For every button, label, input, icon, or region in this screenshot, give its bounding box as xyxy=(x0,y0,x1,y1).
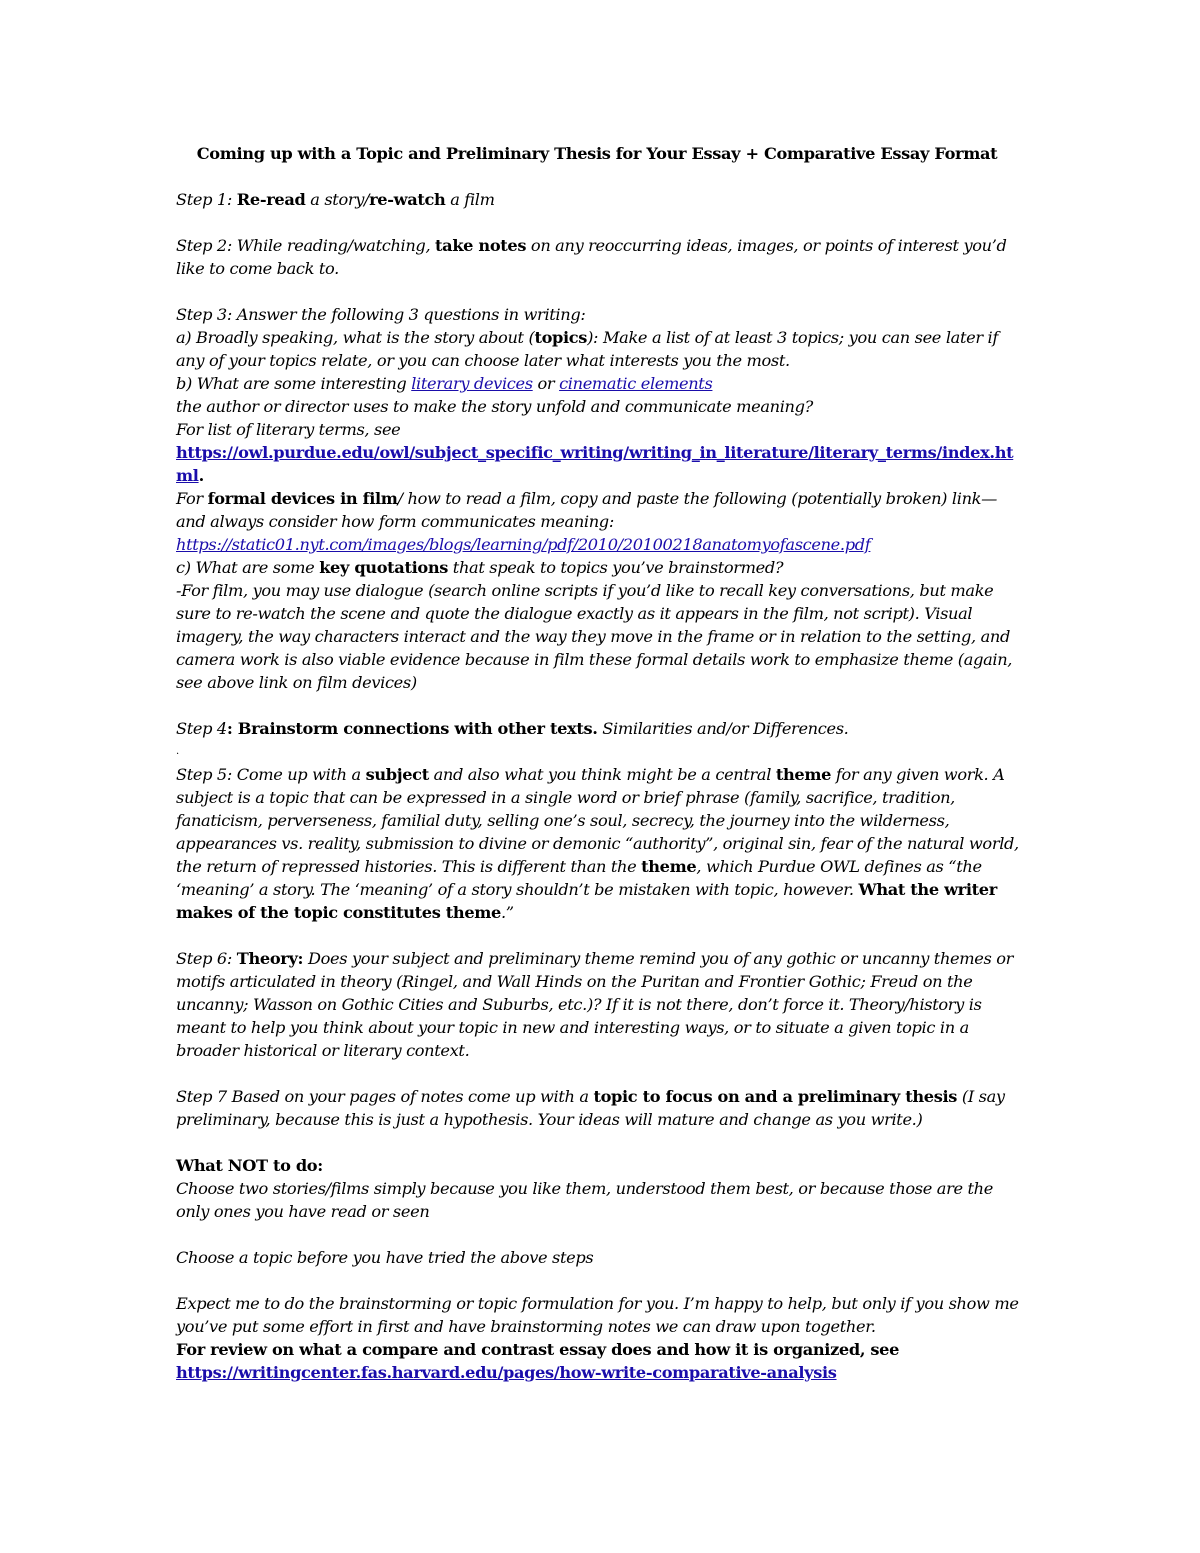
film-devices-line xyxy=(176,487,1026,533)
purdue-owl-link[interactable]: https://owl.purdue.edu/owl/subject_specific_writing/writing_in_literature/literary_terms/index.html xyxy=(176,443,1014,485)
step-1-prefix: Step 1: xyxy=(176,190,237,209)
step-5-bold-theme: theme xyxy=(775,765,832,784)
step-3-a-suffix: ): Make a list of at least 3 topics; you can see later if any of your topics relate, or you can choose later what interests you the most. xyxy=(176,328,998,370)
step-6-bold: Theory: xyxy=(236,949,304,968)
step-3-item-c xyxy=(176,556,1026,579)
step-3-c-bold: key quotations xyxy=(319,558,449,577)
harvard-writing-center-link[interactable]: https://writingcenter.fas.harvard.edu/pages/how-write-comparative-analysis xyxy=(176,1363,837,1382)
step-6-prefix: Step 6: xyxy=(176,949,237,968)
nyt-url-line xyxy=(176,533,1026,556)
step-1-suffix: a film xyxy=(445,190,495,209)
step-1-bold-reread: Re-read xyxy=(236,190,306,209)
step-2 xyxy=(176,234,1026,280)
step-4-prefix: Step 4 xyxy=(176,719,227,738)
step-1-mid: a story/ xyxy=(305,190,370,209)
step-3-c-suffix: that speak to topics you’ve brainstormed? xyxy=(448,558,784,577)
step-4-suffix: Similarities and/or Differences. xyxy=(597,719,849,738)
step-3-b-mid: or xyxy=(532,374,560,393)
cinematic-elements-link[interactable]: cinematic elements xyxy=(559,374,713,393)
step-3-b-line-3: For list of literary terms, see xyxy=(176,420,401,439)
step-3-b-prefix: b) What are some interesting xyxy=(176,374,412,393)
step-5-prefix: Step 5: Come up with a xyxy=(176,765,366,784)
step-3-a-prefix: a) Broadly speaking, what is the story about ( xyxy=(176,328,535,347)
purdue-url-line xyxy=(176,441,1026,487)
step-7-prefix: Step 7 Based on your pages of notes come up with a xyxy=(176,1087,594,1106)
film-prefix: For xyxy=(176,489,208,508)
step-3-item-a xyxy=(176,326,1026,372)
what-not-item-1: Choose two stories/films simply because you like them, understood them best, or because those are the only ones you have read or seen xyxy=(176,1179,993,1221)
step-6 xyxy=(176,947,1026,1062)
step-5 xyxy=(176,763,1026,924)
step-7-suffix: (I say preliminary, because this is just a hypothesis. Your ideas will mature and change as you write.) xyxy=(176,1087,1005,1129)
step-5-mid-3: , which Purdue OWL defines as “the ‘meaning’ a story. The ‘meaning’ of a story shouldn’t be mistaken with topic, however. xyxy=(176,857,982,899)
step-5-bold-subject: subject xyxy=(365,765,429,784)
step-3-item-b xyxy=(176,372,1026,395)
document-body xyxy=(176,142,1026,1384)
step-7-bold: topic to focus on and a preliminary thesis xyxy=(593,1087,958,1106)
nyt-anatomy-link[interactable]: https://static01.nyt.com/images/blogs/learning/pdf/2010/20100218anatomyofascene.pdf xyxy=(176,535,871,554)
step-6-suffix: Does your subject and preliminary theme remind you of any gothic or uncanny themes or motifs articulated in theory (Ringel, and Wall Hinds on the Puritan and Frontier Gothic; Freud on the uncanny; Wasson on Gothic Cities and Suburbs, etc.)? If it is not there, don’t force it. Theory/history is meant to help you think about your topic in new and interesting ways, or to situate a given topic in a broader historical or literary context. xyxy=(176,949,1014,1060)
step-2-bold: take notes xyxy=(435,236,527,255)
what-not-item-2: Choose a topic before you have tried the above steps xyxy=(176,1248,594,1267)
what-not-heading: What NOT to do: xyxy=(176,1156,323,1175)
step-3-intro: Step 3: Answer the following 3 questions in writing: xyxy=(176,305,586,324)
review-line: For review on what a compare and contrast essay does and how it is organized, see xyxy=(176,1340,900,1359)
purdue-url-period: . xyxy=(198,466,204,485)
step-4-bold: : Brainstorm connections with other texts. xyxy=(226,719,598,738)
stray-dot: . xyxy=(176,746,179,757)
step-5-mid-1: and also what you think might be a central xyxy=(428,765,776,784)
step-3-b-line-2: the author or director uses to make the story unfold and communicate meaning? xyxy=(176,397,813,416)
step-3-c-body: -For film, you may use dialogue (search online scripts if you’d like to recall key conversations, but make sure to re-watch the scene and quote the dialogue exactly as it appears in the film, not script). Visual imagery, the way characters interact and the way they move in the frame or in relation to the setting, and camera work is also viable evidence because in film these formal details work to emphasize theme (again, see above link on film devices) xyxy=(176,581,1013,692)
step-4 xyxy=(176,717,1026,740)
step-5-bold-writer: What the writer makes of the topic constitutes theme xyxy=(176,880,997,922)
step-3-a-bold: topics xyxy=(534,328,588,347)
step-5-mid-2: for any given work. A subject is a topic that can be expressed in a single word or brief phrase (family, sacrifice, tradition, fanaticism, perverseness, familial duty, selling one’s soul, secrecy, the journey into the wilderness, appearances vs. reality, submission to divine or demonic “authority”, original sin, fear of the natural world, the return of repressed histories. This is different than the xyxy=(176,765,1019,876)
step-1 xyxy=(176,188,1026,211)
harvard-url-line xyxy=(176,1361,1026,1384)
literary-devices-link[interactable]: literary devices xyxy=(411,374,533,393)
step-2-suffix: on any reoccurring ideas, images, or points of interest you’d like to come back to. xyxy=(176,236,1007,278)
film-suffix: / how to read a film, copy and paste the following (potentially broken) link—and always consider how form communicates meaning: xyxy=(176,489,997,531)
step-5-bold-theme-2: theme xyxy=(641,857,697,876)
step-2-prefix: Step 2: While reading/watching, xyxy=(176,236,436,255)
what-not-item-3: Expect me to do the brainstorming or topic formulation for you. I’m happy to help, but only if you show me you’ve put some effort in first and have brainstorming notes we can draw upon together. xyxy=(176,1294,1019,1336)
step-5-suffix: .” xyxy=(501,903,514,922)
film-bold: formal devices in film xyxy=(207,489,398,508)
step-3-c-prefix: c) What are some xyxy=(176,558,320,577)
step-1-bold-rewatch: re-watch xyxy=(369,190,446,209)
step-7 xyxy=(176,1085,1026,1131)
document-title: Coming up with a Topic and Preliminary Thesis for Your Essay + Comparative Essay Format xyxy=(196,144,998,163)
